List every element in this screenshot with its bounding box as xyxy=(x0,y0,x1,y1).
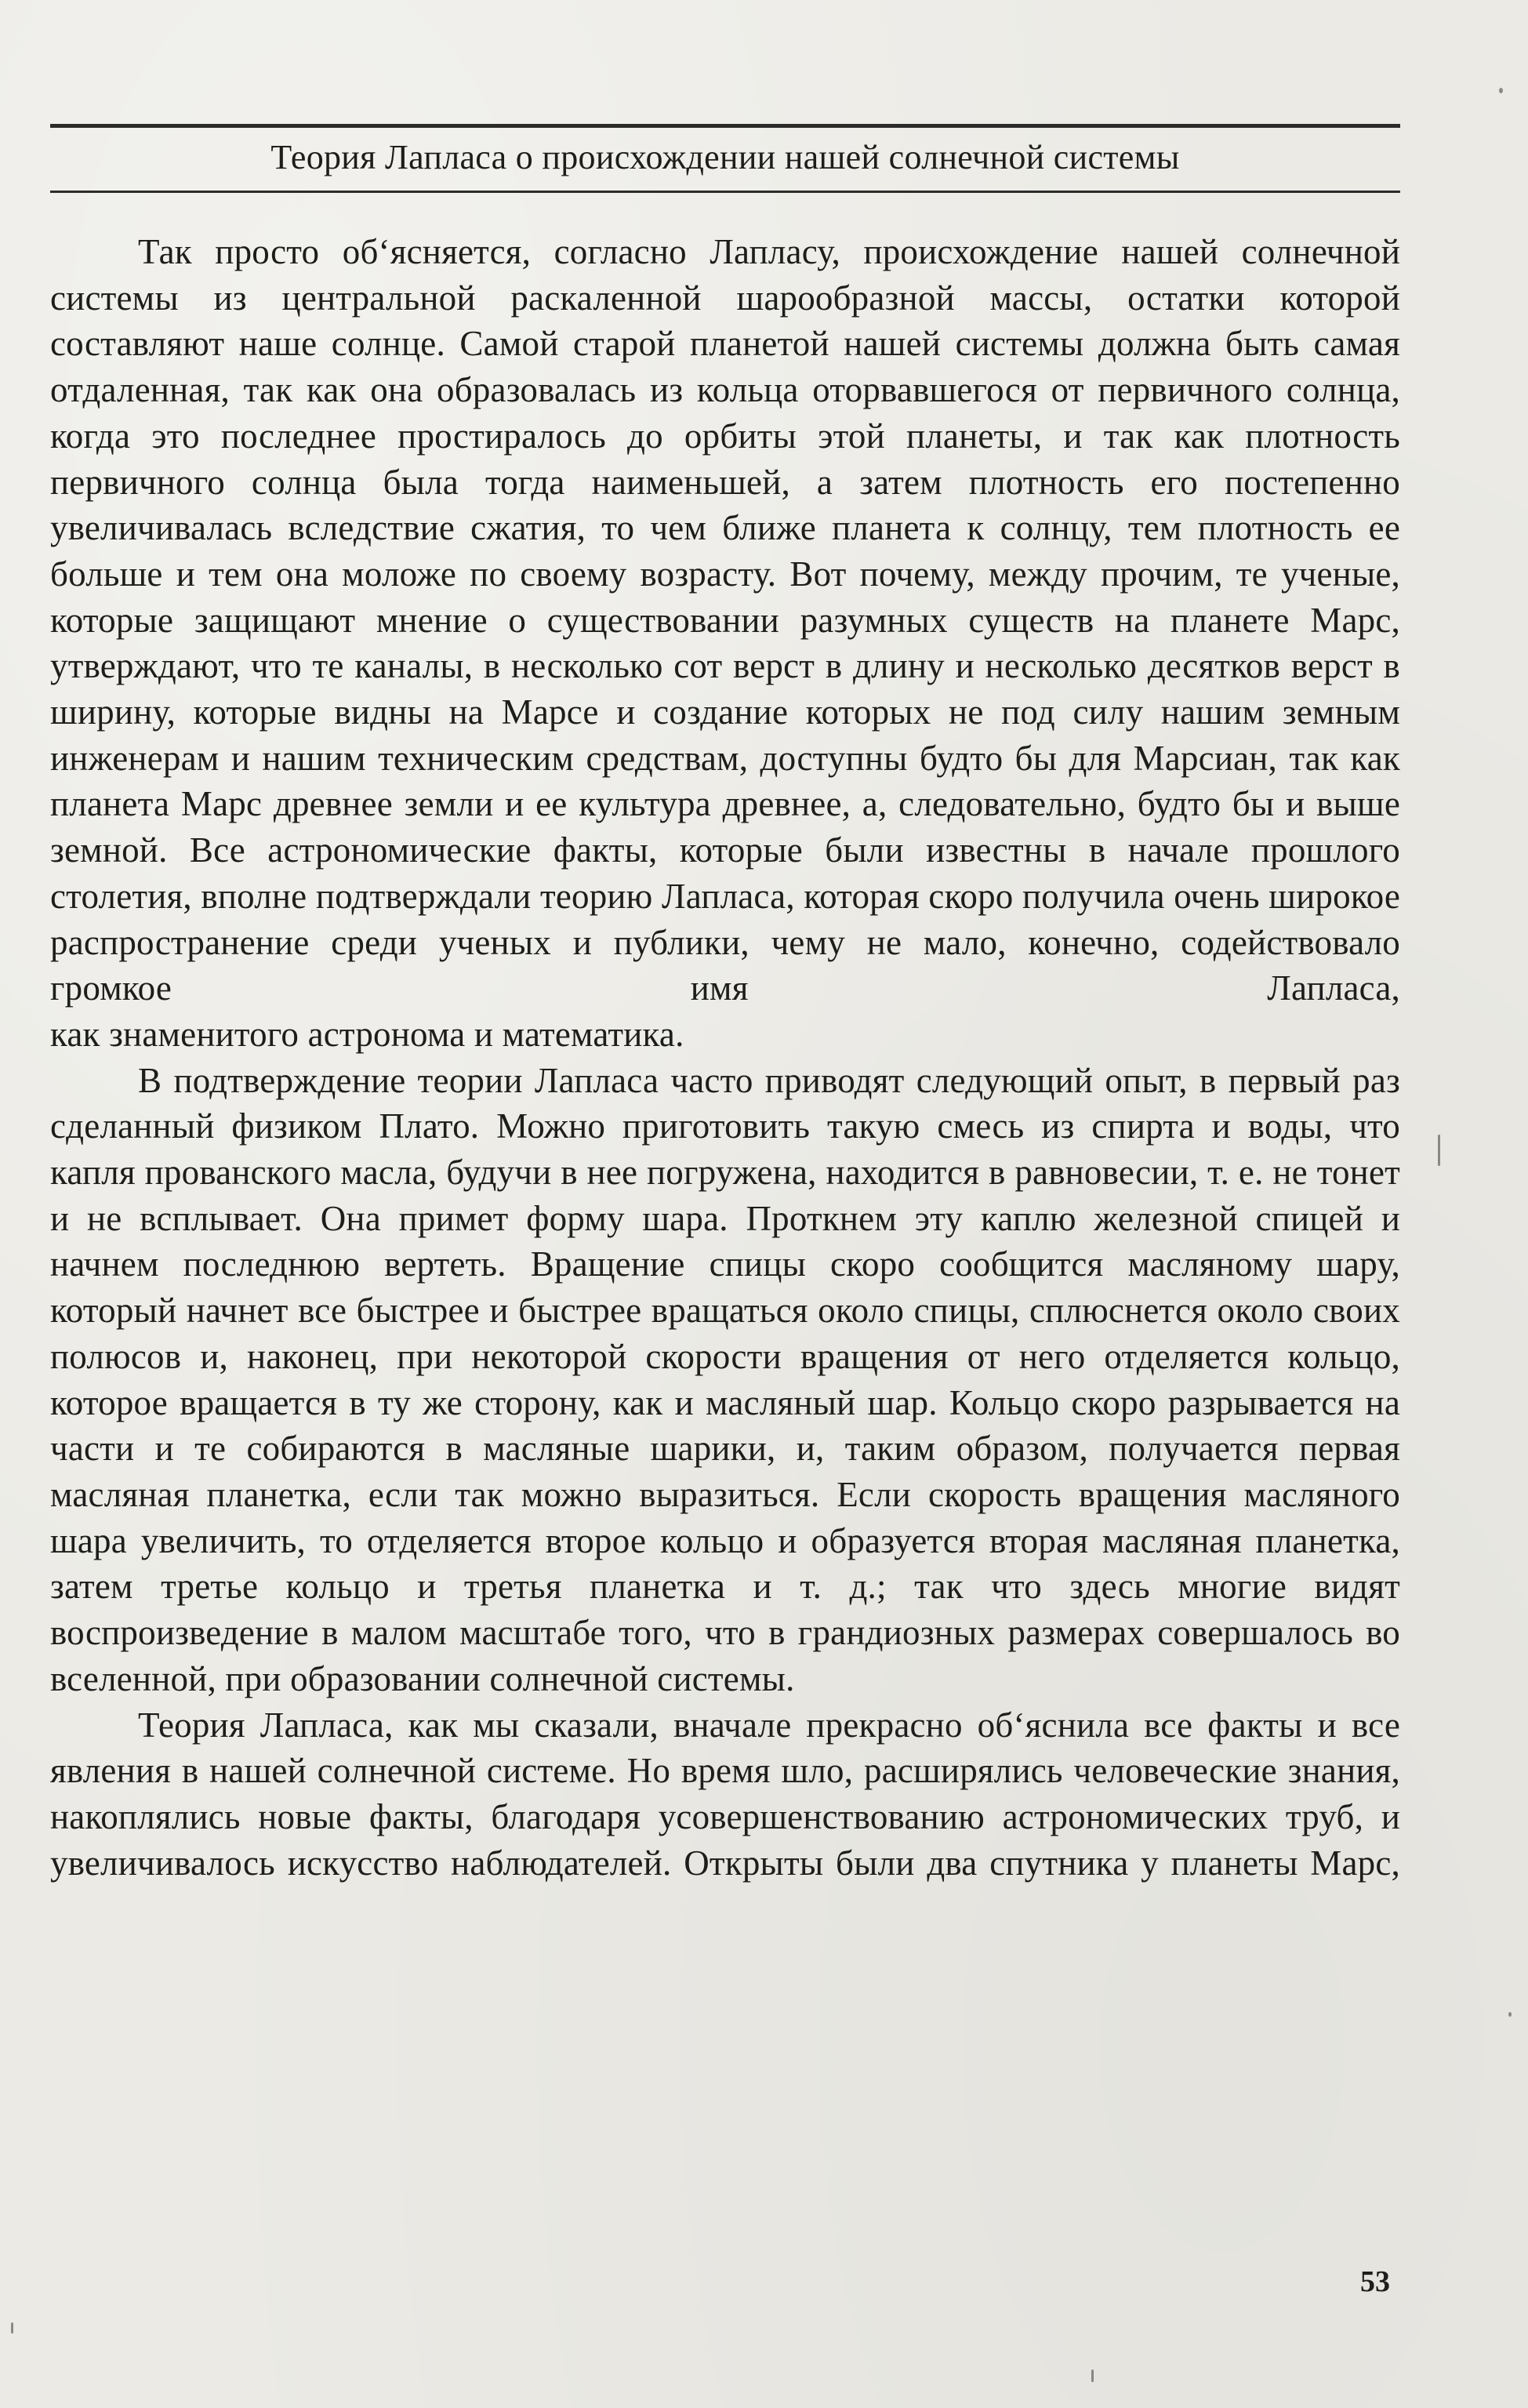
paragraph-2 xyxy=(50,1058,1400,1702)
print-speck xyxy=(1508,2012,1512,2017)
paragraph-2-text: В подтверждение теории Лапласа часто приводят следующий опыт, в первый раз сделанный физиком Плато. Можно приготовить такую смесь из спирта и воды, что капля прованского масла, будучи в нее погружена, находится в равновесии, т. е. не тонет и не всплывает. Она примет форму шара. Проткнем эту каплю железной спицей и начнем последнюю вертеть. Вращение спицы скоро сообщится масляному шару, который начнет все быстрее и быстрее вращаться около спицы, сплюснется около своих полюсов и, наконец, при некоторой скорости вращения от него отделяется кольцо, которое вращается в ту же сторону, как и масляный шар. Кольцо скоро разрывается на части и те собираются в масляные шарики, и, таким образом, получается первая масляная планетка, если так можно выразиться. Если скорость вращения масляного шара увеличить, то отделяется второе кольцо и образуется вторая масляная планетка, затем третье кольцо и третья планетка и т. д.; так что здесь многие видят воспроизведение в малом масштабе того, что в грандиозных размерах совершалось во xyxy=(50,1060,1400,1653)
print-speck xyxy=(1438,1135,1440,1166)
print-speck xyxy=(1499,88,1503,93)
header-bottom-rule xyxy=(50,191,1400,193)
header-top-rule xyxy=(50,124,1400,128)
print-speck xyxy=(11,2323,13,2334)
paragraph-1-last-line: как знаменитого астронома и математика. xyxy=(50,1014,684,1054)
paragraph-1-text: Так просто об‘ясняется, согласно Лапласу, происхождение нашей солнечной системы из центральной раскаленной шарообразной массы, остатки которой составляют наше солнце. Самой старой планетой нашей системы должна быть самая отдаленная, так как она образовалась из кольца оторвавшегося от первичного солнца, когда это последнее простиралось до орбиты этой планеты, и так как плотность первичного солнца была тогда наименьшей, а затем плотность его постепенно увеличивалась вследствие сжатия, то чем ближе планета к солнцу, тем плотность ее больше и тем она моложе по своему возрасту. Вот почему, между прочим, те ученые, которые защищают мнение о существовании разумных существ на планете Марс, утверждают, что те каналы, в несколько сот верст в длину и несколько десятков верст в ширину, которые видны на Марсе и создание которых не под силу нашим земным инженерам и нашим техническим средствам, доступны будто бы для Марсиан, так как планета Марс древнее земли и ее культура древнее, а, следовательно, будто бы и выше земной. Все астрономические факты, которые были известны в начале прошлого столетия, вполне подтверждали теорию Лапласа, которая скоро получила очень широкое распространение среди ученых и публики, чему не мало, конечно, содействовало громкое имя Лапласа, xyxy=(50,232,1400,1008)
paragraph-2-last-line: вселенной, при образовании солнечной системы. xyxy=(50,1658,795,1698)
paragraph-3-text: Теория Лапласа, как мы сказали, вначале прекрасно об‘яснила все факты и все явления в нашей солнечной системе. Но время шло, расширялись человеческие знания, накоплялись новые факты, благодаря усовершенствованию астрономических труб, и увеличивалось искусство наблюдателей. Открыты были два спутника у планеты Марс, xyxy=(50,1705,1400,1883)
body-text xyxy=(50,229,1400,1886)
running-title: Теория Лапласа о происхождении нашей солнечной системы xyxy=(270,138,1180,176)
paragraph-1 xyxy=(50,229,1400,1058)
running-header xyxy=(50,124,1400,193)
paragraph-3 xyxy=(50,1702,1400,1887)
print-speck xyxy=(1091,2370,1094,2382)
page-number: 53 xyxy=(1360,2265,1390,2298)
